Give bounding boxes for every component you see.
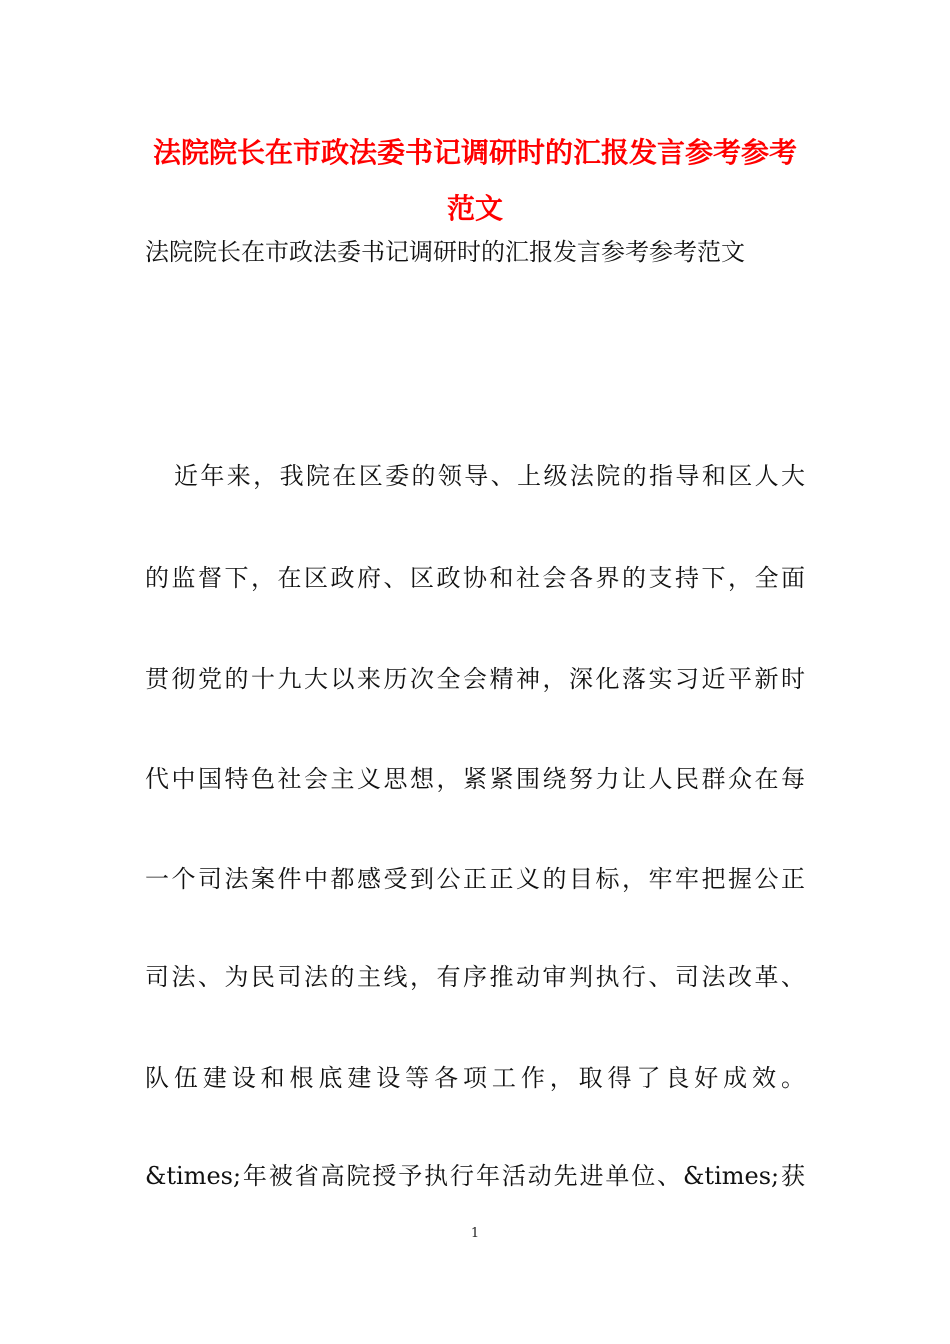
- body-line-8: &times;年被省高院授予执行年活动先进单位、&times;获: [145, 1162, 805, 1190]
- body-line-3: 贯彻党的十九大以来历次全会精神，深化落实习近平新时: [145, 665, 805, 693]
- page-number: 1: [470, 1226, 480, 1241]
- body-line-5: 一个司法案件中都感受到公正正义的目标，牢牢把握公正: [145, 865, 805, 893]
- body-line-1: 近年来，我院在区委的领导、上级法院的指导和区人大: [174, 462, 805, 490]
- document-subtitle: 法院院长在市政法委书记调研时的汇报发言参考参考范文: [145, 238, 745, 266]
- body-line-7: 队伍建设和根底建设等各项工作，取得了良好成效。: [145, 1064, 805, 1092]
- body-line-2: 的监督下，在区政府、区政协和社会各界的支持下，全面: [145, 564, 805, 592]
- document-title-line-2: 范文: [446, 192, 503, 225]
- document-title-line-1: 法院院长在市政法委书记调研时的汇报发言参考参考: [152, 136, 797, 169]
- body-line-4: 代中国特色社会主义思想，紧紧围绕努力让人民群众在每: [145, 765, 805, 793]
- body-line-6: 司法、为民司法的主线，有序推动审判执行、司法改革、: [145, 963, 805, 991]
